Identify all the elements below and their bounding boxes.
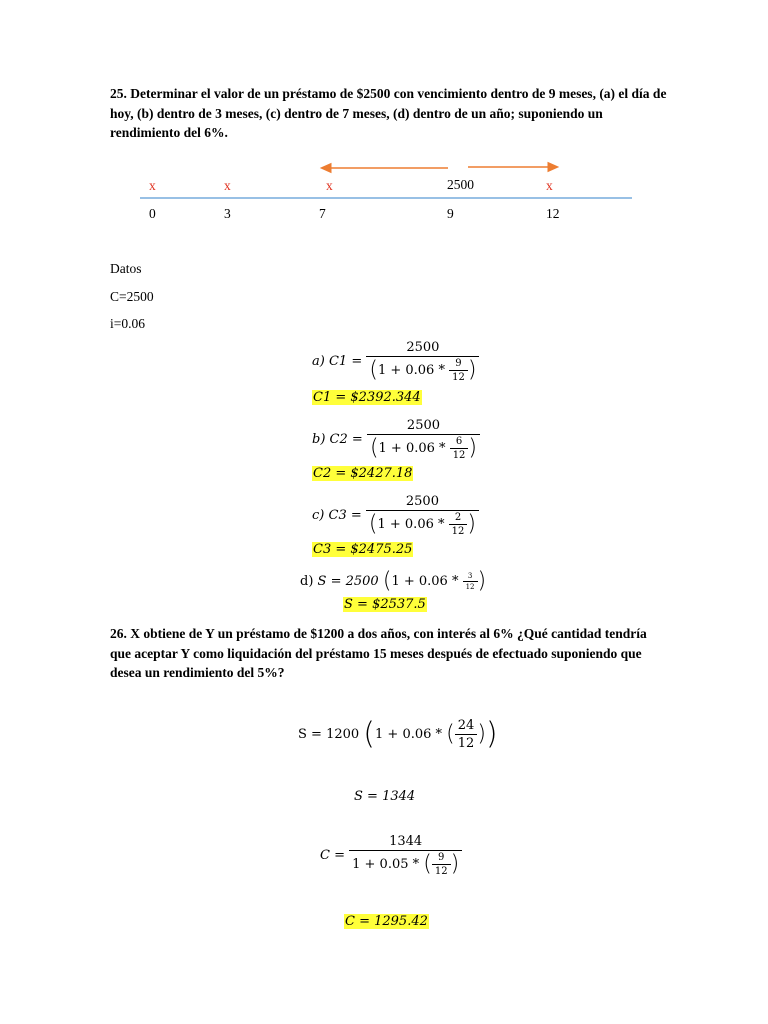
timeline-tick-3: 3	[224, 206, 231, 221]
problem-25-text: 25. Determinar el valor de un préstamo de $2500 con vencimiento dentro de 9 meses, (a) el día de hoy, (b) dentro de 3 meses, (c) dentro de 7 meses, (d) dentro de un año; suponiendo un rendimiento del 6%.	[110, 86, 667, 140]
result-b: C2 = $2427.18	[313, 466, 413, 481]
result-26-c: C = 1295.42	[345, 914, 428, 929]
equation-b: b) C2 = 2500 (1 + 0.06 * $\frac{6}{12}$ )	[312, 418, 480, 461]
datos-i: i=0.06	[110, 316, 145, 331]
timeline-graphics	[0, 0, 768, 240]
timeline-tick-7: 7	[319, 206, 326, 221]
timeline-mark-3: x	[224, 178, 231, 193]
timeline-mark-0: x	[149, 178, 156, 193]
timeline-tick-12: 12	[546, 206, 560, 221]
equation-26-c: C = 1344 1 + 0.05 * ( $\frac{9}{12}$ )	[320, 834, 462, 877]
equation-26-s: S = 1200 (1 + 0.06 * ( $\frac{24}{12}$ ))	[298, 716, 498, 752]
timeline-tick-0: 0	[149, 206, 156, 221]
datos-c: C=2500	[110, 289, 154, 304]
result-a: C1 = $2392.344	[313, 390, 421, 405]
result-d: S = $2537.5	[344, 597, 426, 612]
result-26-s: S = 1344	[354, 789, 416, 804]
result-c: C3 = $2475.25	[313, 542, 413, 557]
problem-26-text: 26. X obtiene de Y un préstamo de $1200 a dos años, con interés al 6% ¿Qué cantidad tendría que aceptar Y como liquidación del préstamo 15 meses después de efectuado suponiendo que desea un rendimiento del 5%?	[110, 626, 647, 680]
timeline-tick-9: 9	[447, 206, 454, 221]
timeline-mark-7: x	[326, 178, 333, 193]
equation-d: d) S = 2500 (1 + 0.06 * $\frac{3}{12}$ )	[300, 568, 487, 594]
equation-c: c) C3 = 2500 (1 + 0.06 * $\frac{2}{12}$ )	[312, 494, 479, 537]
arrow-right	[468, 163, 558, 172]
timeline	[0, 0, 768, 240]
arrow-left	[321, 164, 448, 173]
datos-title: Datos	[110, 261, 142, 276]
timeline-mark-9: 2500	[447, 177, 474, 192]
timeline-mark-12: x	[546, 178, 553, 193]
equation-a: a) C1 = 2500 (1 + 0.06 * $\frac{9}{12}$ )	[312, 340, 479, 383]
